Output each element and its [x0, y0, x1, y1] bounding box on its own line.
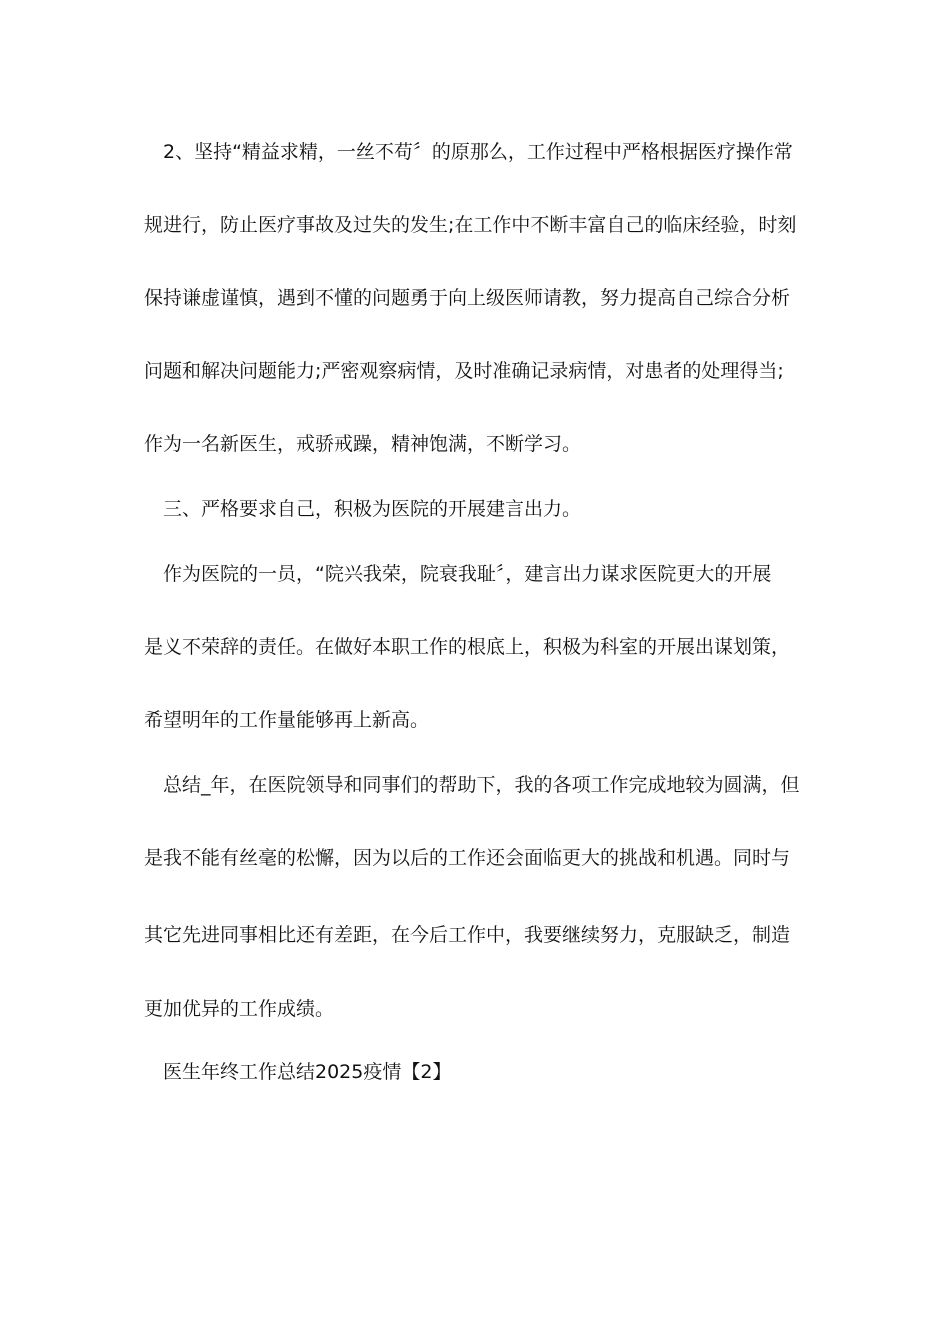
paragraph-line: 保持谦虚谨慎，遇到不懂的问题勇于向上级医师请教，努力提高自己综合分析	[144, 287, 791, 309]
paragraph-line: 希望明年的工作量能够再上新高。	[144, 709, 430, 731]
paragraph-line: 作为医院的一员，“院兴我荣，院衰我耻〞，建言出力谋求医院更大的开展	[163, 563, 772, 585]
paragraph-line: 总结_年，在医院领导和同事们的帮助下，我的各项工作完成地较为圆满，但	[163, 774, 800, 796]
document-subtitle: 医生年终工作总结2025疫情【2】	[163, 1061, 452, 1083]
paragraph-line: 规进行，防止医疗事故及过失的发生;在工作中不断丰富自己的临床经验，时刻	[144, 214, 797, 236]
section-heading: 三、严格要求自己，积极为医院的开展建言出力。	[163, 498, 582, 520]
paragraph-line: 是义不荣辞的责任。在做好本职工作的根底上，积极为科室的开展出谋划策，	[144, 636, 791, 658]
paragraph-line: 更加优异的工作成绩。	[144, 998, 335, 1020]
paragraph-line: 是我不能有丝毫的松懈，因为以后的工作还会面临更大的挑战和机遇。同时与	[144, 847, 791, 869]
paragraph-line: 其它先进同事相比还有差距，在今后工作中，我要继续努力，克服缺乏，制造	[144, 924, 791, 946]
paragraph-line: 作为一名新医生，戒骄戒躁，精神饱满，不断学习。	[144, 433, 582, 455]
paragraph-line: 问题和解决问题能力;严密观察病情，及时准确记录病情，对患者的处理得当;	[144, 360, 784, 382]
paragraph-line: 2、坚持“精益求精，一丝不苟〞的原那么，工作过程中严格根据医疗操作常	[163, 141, 793, 163]
